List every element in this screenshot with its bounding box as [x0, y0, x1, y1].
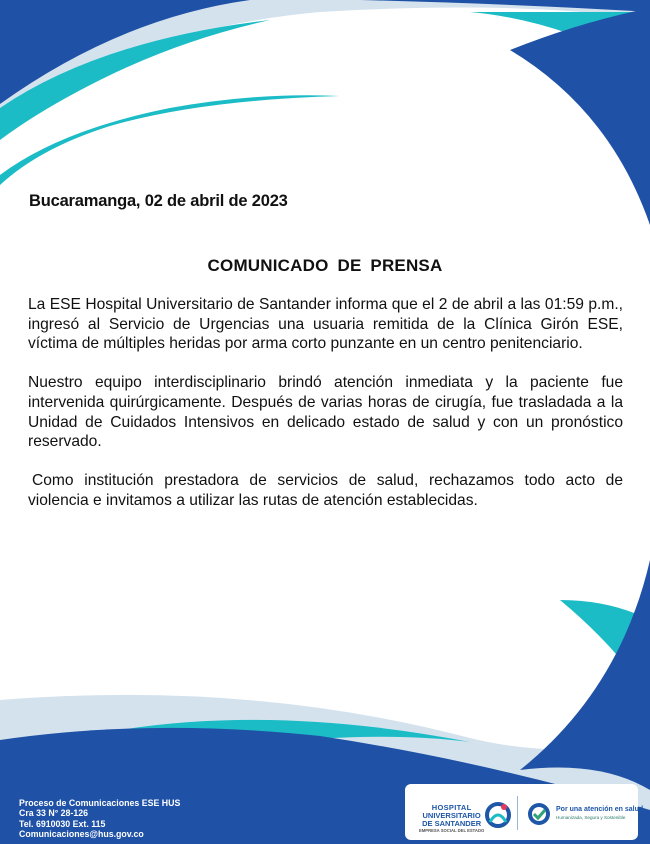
logo-separator: [517, 796, 518, 830]
contact-address: Cra 33 N° 28-126: [19, 808, 89, 819]
header-right-blue: [510, 8, 650, 225]
hospital-emblem-icon: [484, 802, 512, 828]
slogan-main: Por una atención en salud: [556, 806, 644, 813]
logo-line-3: DE SANTANDER: [422, 819, 482, 828]
letter-body: [28, 295, 623, 530]
letter-date: Bucaramanga, 02 de abril de 2023: [29, 192, 288, 210]
header-teal-wave: [0, 95, 340, 185]
logo-line-4: EMPRESA SOCIAL DEL ESTADO: [419, 828, 485, 833]
contact-email: Comunicaciones@hus.gov.co: [19, 829, 144, 840]
slogan-sub: Humanizada, Segura y Sostenible: [556, 815, 626, 820]
paragraph-2: Nuestro equipo interdisciplinario brindó atención inmediata y la paciente fue intervenida quirúrgicamente. Después de varias horas de cirugía, fue trasladada a la Unidad de Cuidados Intensivos en delicado estado de salud y con un pronóstico reservado.: [28, 374, 623, 451]
hospital-logo-text: [419, 804, 484, 834]
contact-phone: Tel. 6910030 Ext. 115: [19, 818, 106, 829]
footer-logos: [405, 784, 644, 840]
paragraph-3: Como institución prestadora de servicios de salud, rechazamos todo acto de violencia e invitamos a utilizar las rutas de atención establecidas.: [28, 472, 623, 509]
care-emblem-icon: [525, 801, 553, 827]
slogan: [556, 806, 643, 822]
footer-blue-right: [520, 560, 650, 790]
paragraph-1: La ESE Hospital Universitario de Santander informa que el 2 de abril a las 01:59 p.m., ingresó al Servicio de Urgencias una usuaria remitida de la Clínica Girón ESE, víctima de múltiples heridas por arma corto punzante en un centro penitenciario.: [28, 296, 623, 353]
footer-contact: [19, 798, 180, 840]
contact-department: Proceso de Comunicaciones ESE HUS: [19, 798, 181, 808]
press-release-title: COMUNICADO DE PRENSA: [207, 256, 443, 275]
logo-line-2: UNIVERSITARIO: [422, 811, 481, 820]
logo-line-1: HOSPITAL: [431, 803, 472, 812]
